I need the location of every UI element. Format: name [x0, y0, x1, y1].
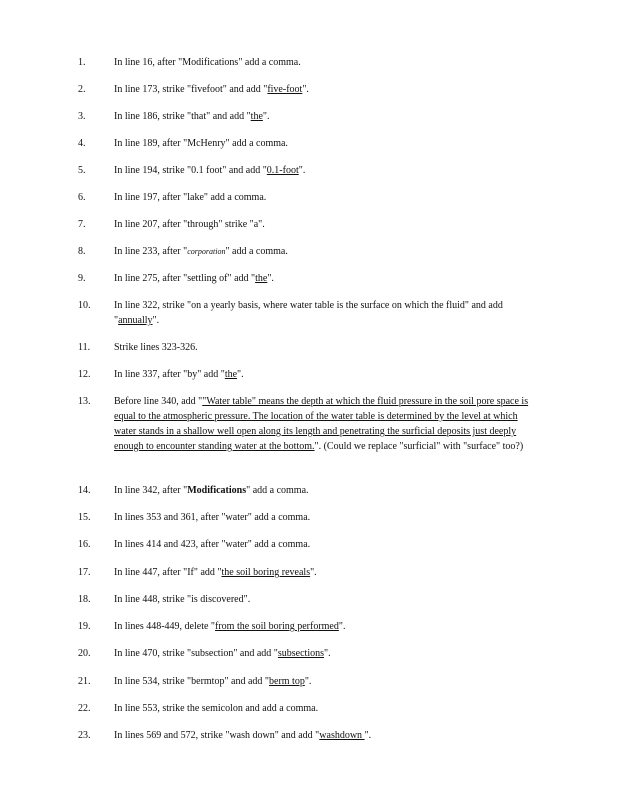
item-text: In line 534, strike "bermtop" and add "berm top". — [114, 676, 312, 687]
item-text: Before line 340, add ""Water table" means the depth at which the fluid pressure in the soil pore space is equal to the atmospheric pressure. The location of the water table is determined by the level at which water stands in a shallow well open along its length and penetrating the surficial deposits just deeply enough to encounter standing water at the bottom.". (Could we replace "surficial" with "surface" too?) — [114, 396, 529, 452]
item-number: 11. — [78, 342, 91, 353]
item-text: In lines 414 and 423, after "water" add a comma. — [114, 539, 311, 550]
item-text: In line 553, strike the semicolon and add a comma. — [114, 703, 319, 714]
item-text: In line 470, strike "subsection" and add "subsections". — [114, 648, 331, 659]
item-text: In lines 448-449, delete "from the soil boring performed". — [114, 621, 346, 632]
item-number: 16. — [78, 539, 91, 550]
item-text: In lines 353 and 361, after "water" add a comma. — [114, 512, 311, 523]
item-text: In line 194, strike "0.1 foot" and add "0.1-foot". — [114, 165, 306, 176]
item-text: In line 207, after "through" strike "a". — [114, 219, 265, 230]
item-number: 22. — [78, 703, 91, 714]
item-text: In line 186, strike "that" and add "the". — [114, 111, 270, 122]
item-number: 17. — [78, 567, 91, 578]
item-number: 6. — [78, 192, 86, 203]
item-number: 2. — [78, 84, 86, 95]
item-number: 9. — [78, 273, 86, 284]
item-number: 15. — [78, 512, 91, 523]
item-number: 4. — [78, 138, 86, 149]
item-number: 7. — [78, 219, 86, 230]
item-number: 21. — [78, 676, 91, 687]
item-number: 8. — [78, 246, 86, 257]
item-number: 5. — [78, 165, 86, 176]
item-text: Strike lines 323-326. — [114, 342, 198, 353]
item-text: In line 16, after "Modifications" add a comma. — [114, 57, 301, 68]
item-text: In line 197, after "lake" add a comma. — [114, 192, 267, 203]
item-number: 1. — [78, 57, 86, 68]
item-text: In line 337, after "by" add "the". — [114, 369, 244, 380]
item-number: 14. — [78, 485, 91, 496]
item-text: In line 173, strike "fivefoot" and add "five-foot". — [114, 84, 309, 95]
item-number: 23. — [78, 730, 91, 741]
item-number: 10. — [78, 300, 91, 311]
item-number: 12. — [78, 369, 91, 380]
item-number: 19. — [78, 621, 91, 632]
item-text: In line 189, after "McHenry" add a comma. — [114, 138, 288, 149]
item-text: In line 342, after "Modifications" add a comma. — [114, 485, 309, 496]
item-text: In line 448, strike "is discovered". — [114, 594, 251, 605]
item-number: 3. — [78, 111, 86, 122]
item-number: 13. — [78, 396, 91, 407]
item-text: In line 275, after "settling of" add "the". — [114, 273, 274, 284]
item-text: In line 233, after "corporation" add a comma. — [114, 246, 288, 257]
item-number: 18. — [78, 594, 91, 605]
item-number: 20. — [78, 648, 91, 659]
item-text: In line 322, strike "on a yearly basis, where water table is the surface on which the fluid" and add "annually". — [114, 300, 503, 326]
item-text: In line 447, after "If" add "the soil boring reveals". — [114, 567, 317, 578]
item-text: In lines 569 and 572, strike "wash down" and add "washdown ". — [114, 730, 372, 741]
